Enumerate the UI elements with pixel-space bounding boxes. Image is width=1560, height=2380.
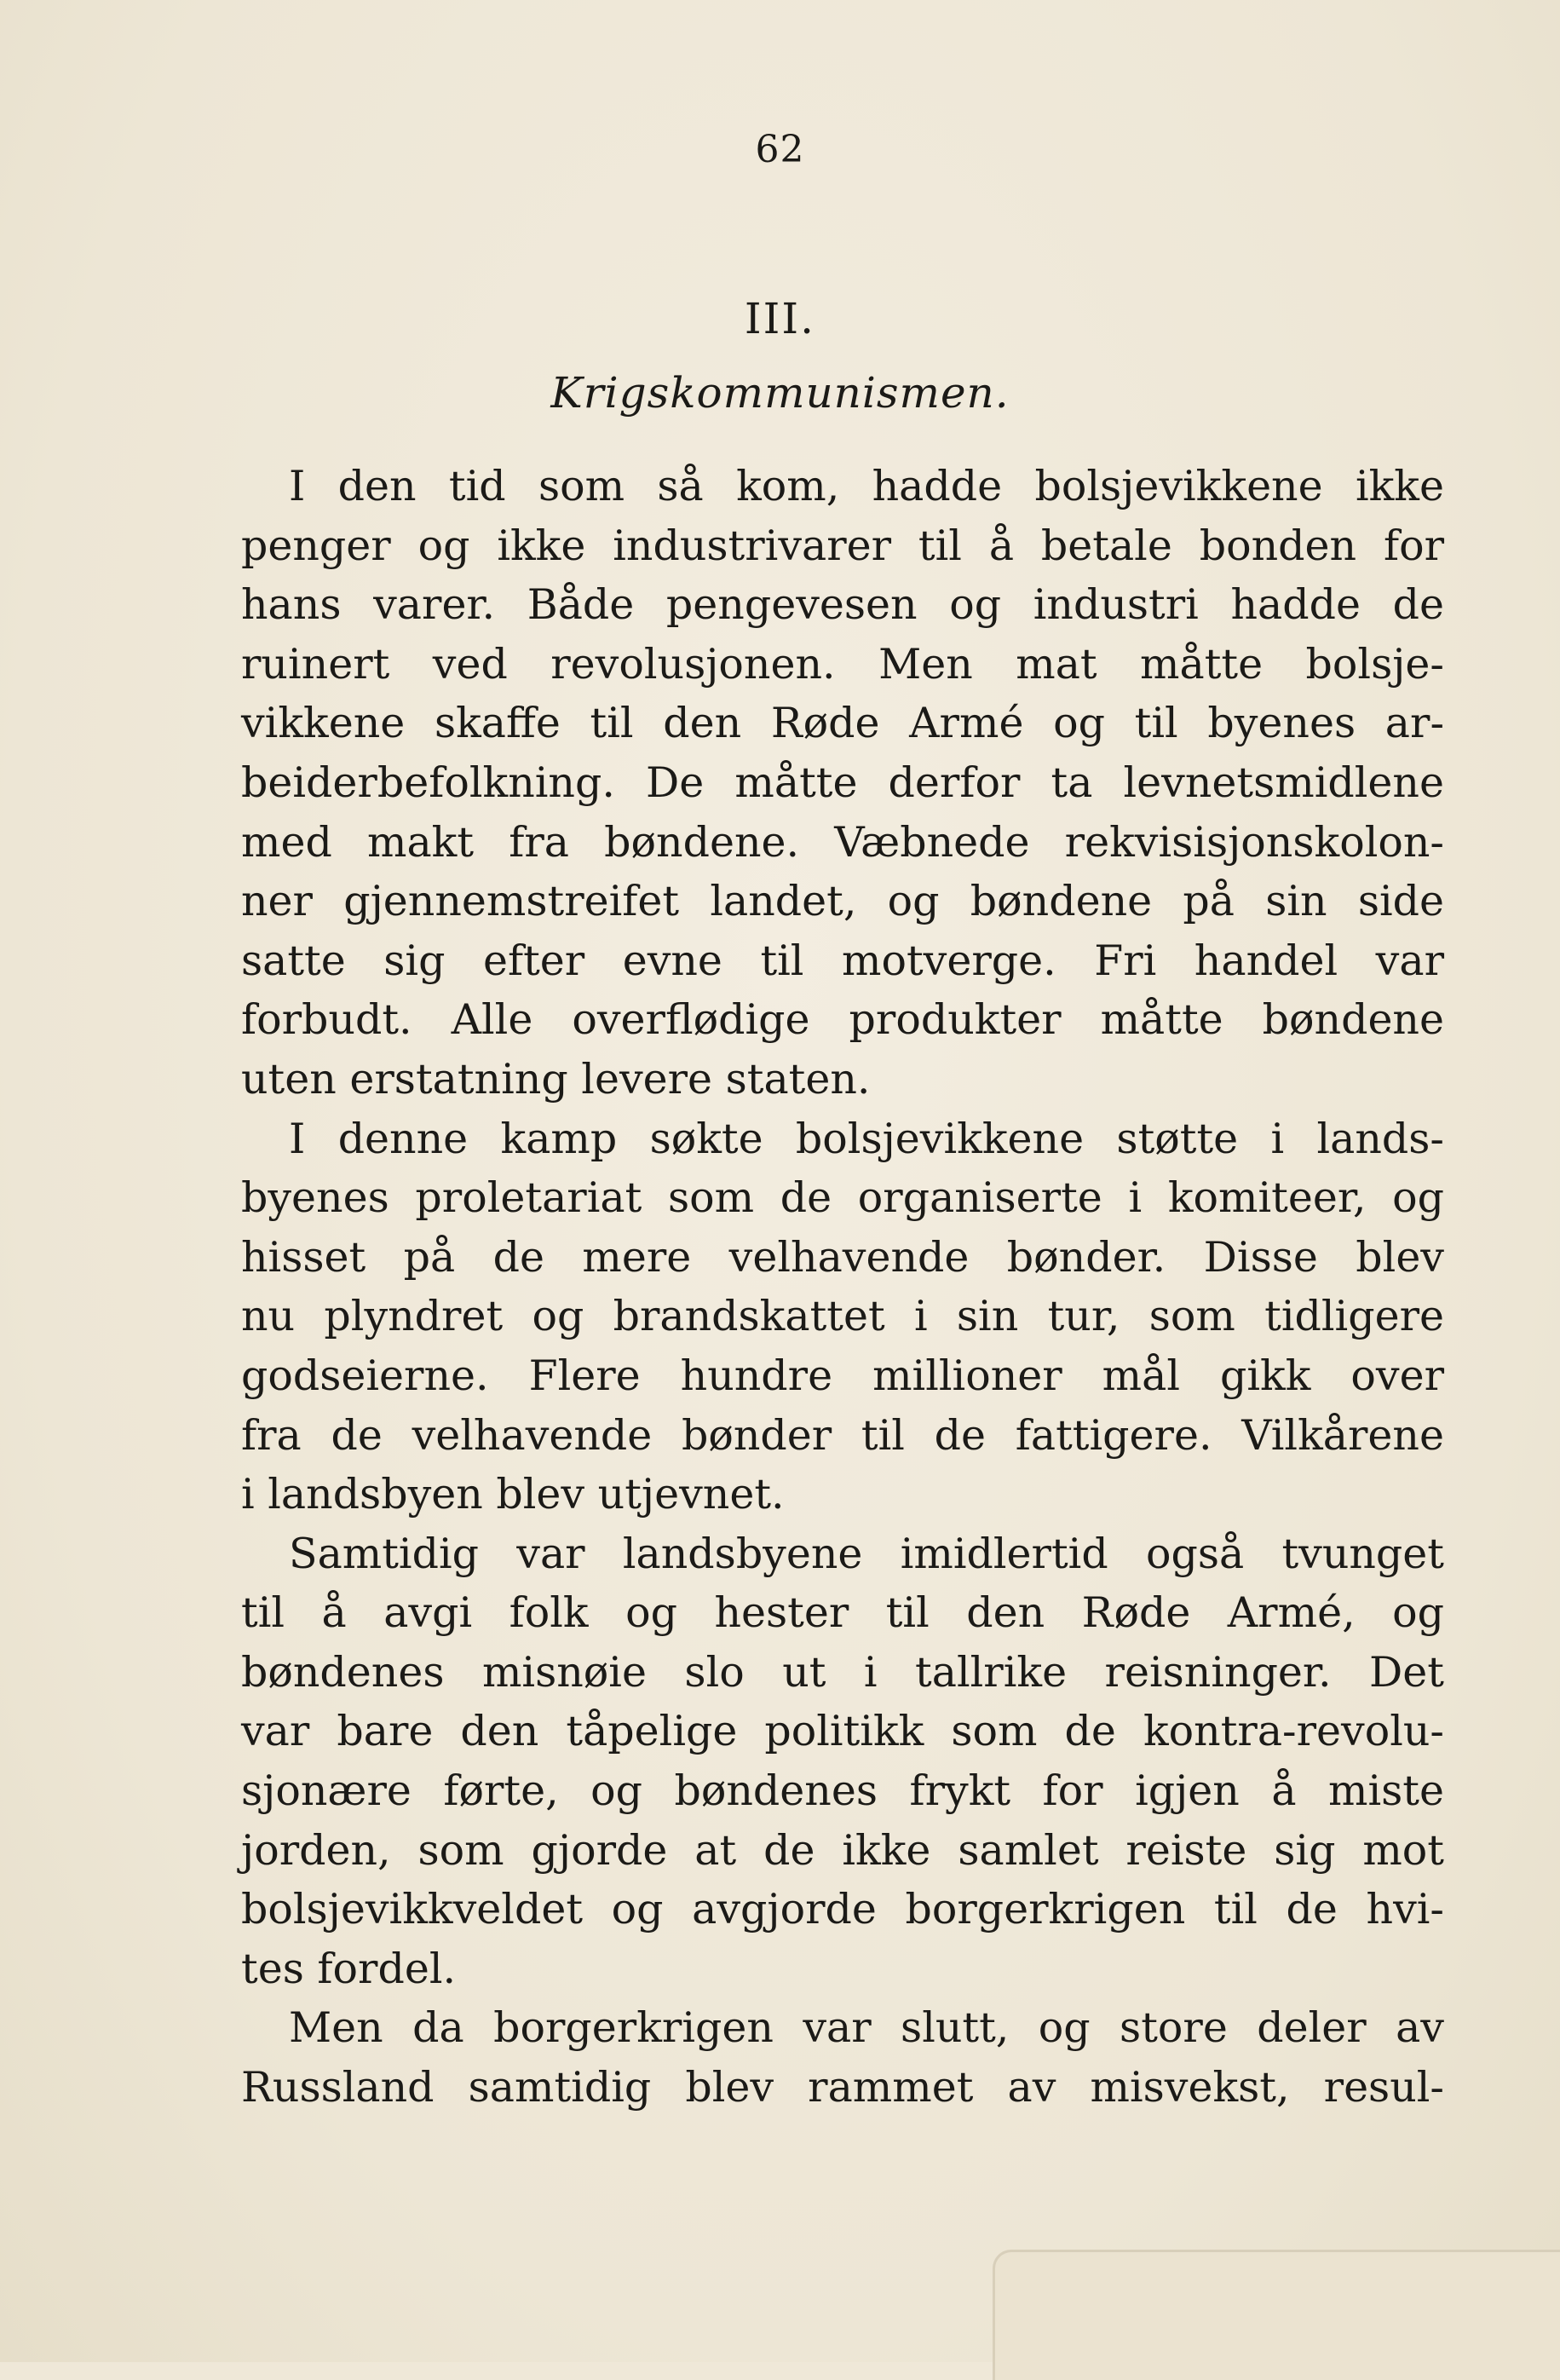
paper-edge bbox=[993, 2250, 1560, 2380]
chapter-title: Krigskommunismen. bbox=[550, 368, 1010, 418]
paragraph bbox=[241, 1109, 1444, 1524]
text-line: satte sig efter evne til motverge. Fri handel var bbox=[241, 936, 1444, 985]
text-line: ruinert ved revolusjonen. Men mat måtte bolsje- bbox=[241, 639, 1444, 689]
text-line: I den tid som så kom, hadde bolsjevikkene ikke bbox=[289, 462, 1444, 510]
text-line: Men da borgerkrigen var slutt, og store deler av bbox=[289, 2003, 1444, 2053]
text-line: penger og ikke industrivarer til å betale bonden for bbox=[241, 521, 1444, 570]
text-line: beiderbefolkning. De måtte derfor ta levnetsmidlene bbox=[241, 758, 1444, 807]
text-line: hans varer. Både pengevesen og industri hadde de bbox=[241, 580, 1444, 630]
text-line: var bare den tåpelige politikk som de kontra-revolu- bbox=[241, 1707, 1444, 1756]
text-line: nu plyndret og brandskattet i sin tur, som tidligere bbox=[241, 1292, 1444, 1341]
page-number: 62 bbox=[755, 128, 805, 171]
text-line: I denne kamp søkte bolsjevikkene støtte i lands- bbox=[289, 1114, 1444, 1163]
text-line: uten erstatning levere staten. bbox=[241, 1054, 871, 1104]
chapter-number: III. bbox=[744, 294, 816, 343]
text-line: godseierne. Flere hundre millioner mål gikk over bbox=[241, 1351, 1444, 1400]
text-line: Samtidig var landsbyene imidlertid også tvunget bbox=[289, 1529, 1444, 1578]
body-text bbox=[241, 457, 1444, 2118]
text-line: tes fordel. bbox=[241, 1944, 457, 1993]
text-line: ner gjennemstreifet landet, og bøndene på sin side bbox=[241, 877, 1444, 926]
text-line: med makt fra bøndene. Væbnede rekvisisjonskolon- bbox=[241, 817, 1444, 867]
text-line: hisset på de mere velhavende bønder. Disse blev bbox=[241, 1232, 1444, 1282]
text-line: forbudt. Alle overflødige produkter måtte bøndene bbox=[241, 995, 1444, 1045]
text-line: til å avgi folk og hester til den Røde Armé, og bbox=[241, 1588, 1444, 1638]
text-line: byenes proletariat som de organiserte i komiteer, og bbox=[241, 1173, 1444, 1223]
text-line: fra de velhavende bønder til de fattigere. Vilkårene bbox=[241, 1410, 1444, 1460]
paragraph bbox=[241, 1998, 1444, 2117]
paragraph bbox=[241, 457, 1444, 1109]
text-line: sjonære førte, og bøndenes frykt for igjen å miste bbox=[241, 1766, 1444, 1816]
text-line: bøndenes misnøie slo ut i tallrike reisninger. Det bbox=[241, 1647, 1444, 1697]
text-line: jorden, som gjorde at de ikke samlet reiste sig mot bbox=[241, 1825, 1444, 1875]
text-line: i landsbyen blev utjevnet. bbox=[241, 1470, 785, 1519]
text-line: bolsjevikkveldet og avgjorde borgerkrigen til de hvi- bbox=[241, 1885, 1444, 1934]
paragraph bbox=[241, 1524, 1444, 1999]
text-line: Russland samtidig blev rammet av misvekst, resul- bbox=[241, 2063, 1444, 2112]
text-line: vikkene skaffe til den Røde Armé og til byenes ar- bbox=[241, 699, 1444, 748]
